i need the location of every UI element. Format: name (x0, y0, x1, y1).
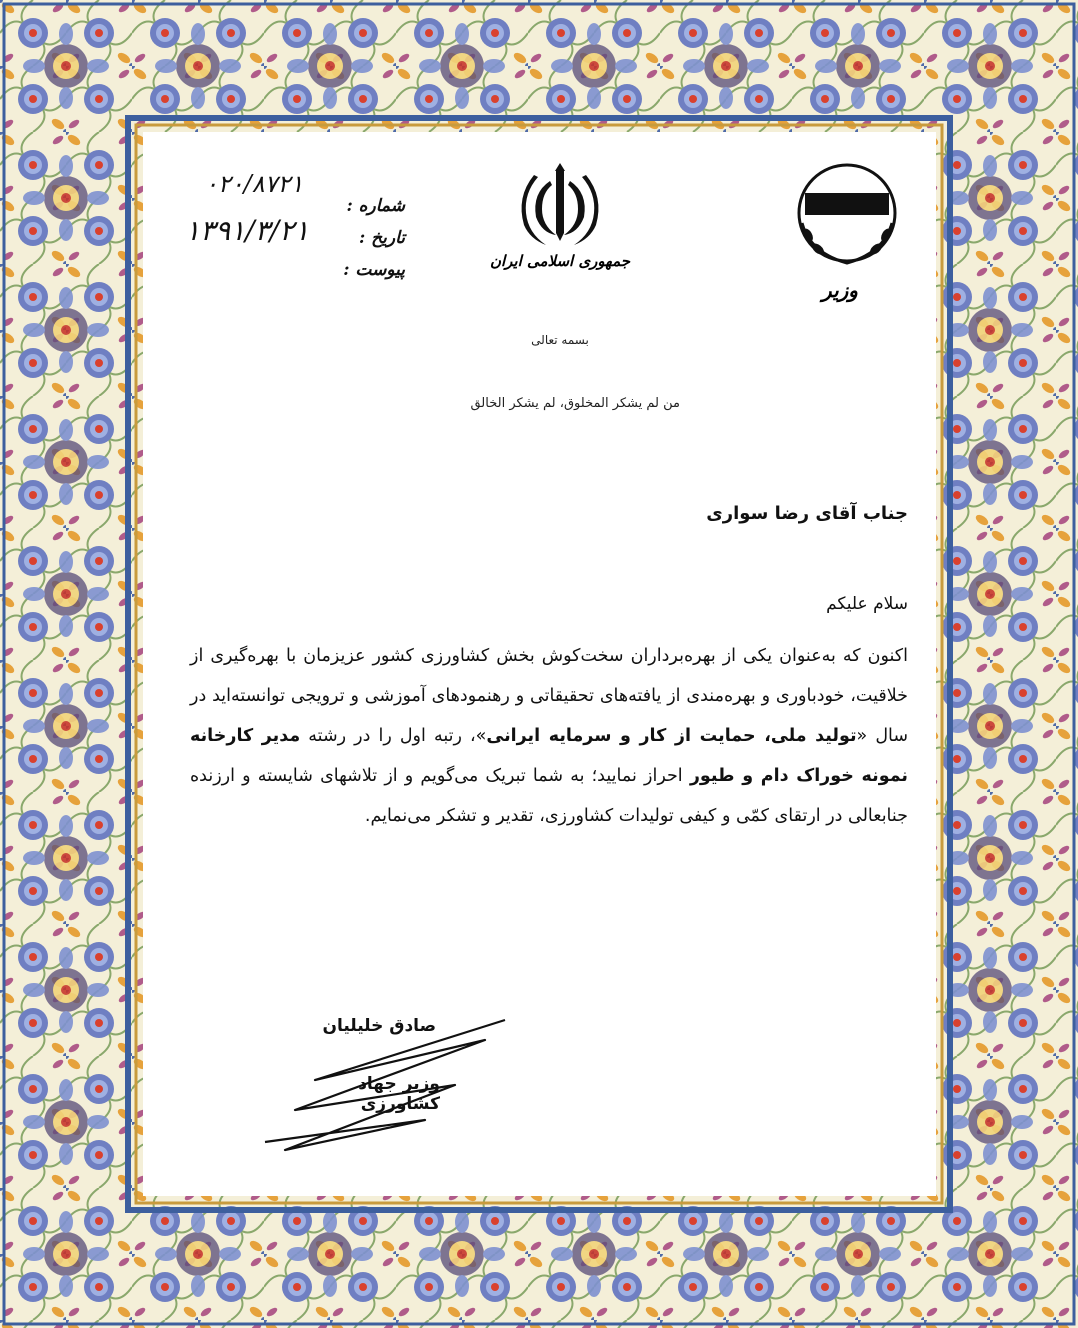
letter-body (190, 636, 908, 836)
attachment-label: پیوست : (343, 260, 405, 280)
iran-emblem-icon (512, 163, 608, 249)
hadith-quote: من لم یشکر المخلوق، لم یشکر الخالق (470, 396, 680, 411)
signer-title: وزیر جهاد کشاورزی (358, 1074, 440, 1114)
body-bold-slogan: تولید ملی، حمایت از کار و سرمایه ایرانی (486, 726, 857, 746)
body-text-1: اکنون که به‌عنوان یکی از بهره‌برداران سخت‌کوش بخش کشاورزی کشور عزیزمان با بهره‌گیری از خلاقیت، خودباوری و بهره‌مندی از یافته‌های تحقیقاتی و رهنمودهای آموزشی و ترویجی توانسته‌اید در سال « (190, 646, 909, 746)
emblem-caption: جمهوری اسلامی ایران (489, 252, 631, 270)
date-label: تاریخ : (358, 228, 405, 248)
body-text-2: »، رتبه اول را در رشته (300, 726, 487, 746)
ministry-logo-icon (790, 153, 905, 278)
body-bold-field: مدیر کارخانه نمونه خوراک دام و طیور (190, 726, 908, 786)
minister-caption: وزیر (822, 278, 858, 302)
greeting: سلام علیکم (826, 594, 908, 614)
bismillah: بسمه تعالی (531, 333, 589, 347)
letter-date: ۱۳۹۱/۳/۲۱ (185, 214, 310, 247)
handwritten-signature (255, 1010, 525, 1160)
body-text-3: احراز نمایید؛ به شما تبریک می‌گویم و از تلاشهای شایسته و ارزنده جنابعالی در ارتقای کمّی و کیفی تولیدات کشاورزی، تقدیر و تشکر می‌نمایم. (190, 766, 908, 826)
letter-number: ۰۲۰/۸۷۲۱ (205, 170, 304, 198)
number-label: شماره : (346, 196, 405, 216)
signer-name: صادق خلیلیان (322, 1016, 436, 1036)
recipient-line: جناب آقای رضا سواری (706, 503, 908, 524)
